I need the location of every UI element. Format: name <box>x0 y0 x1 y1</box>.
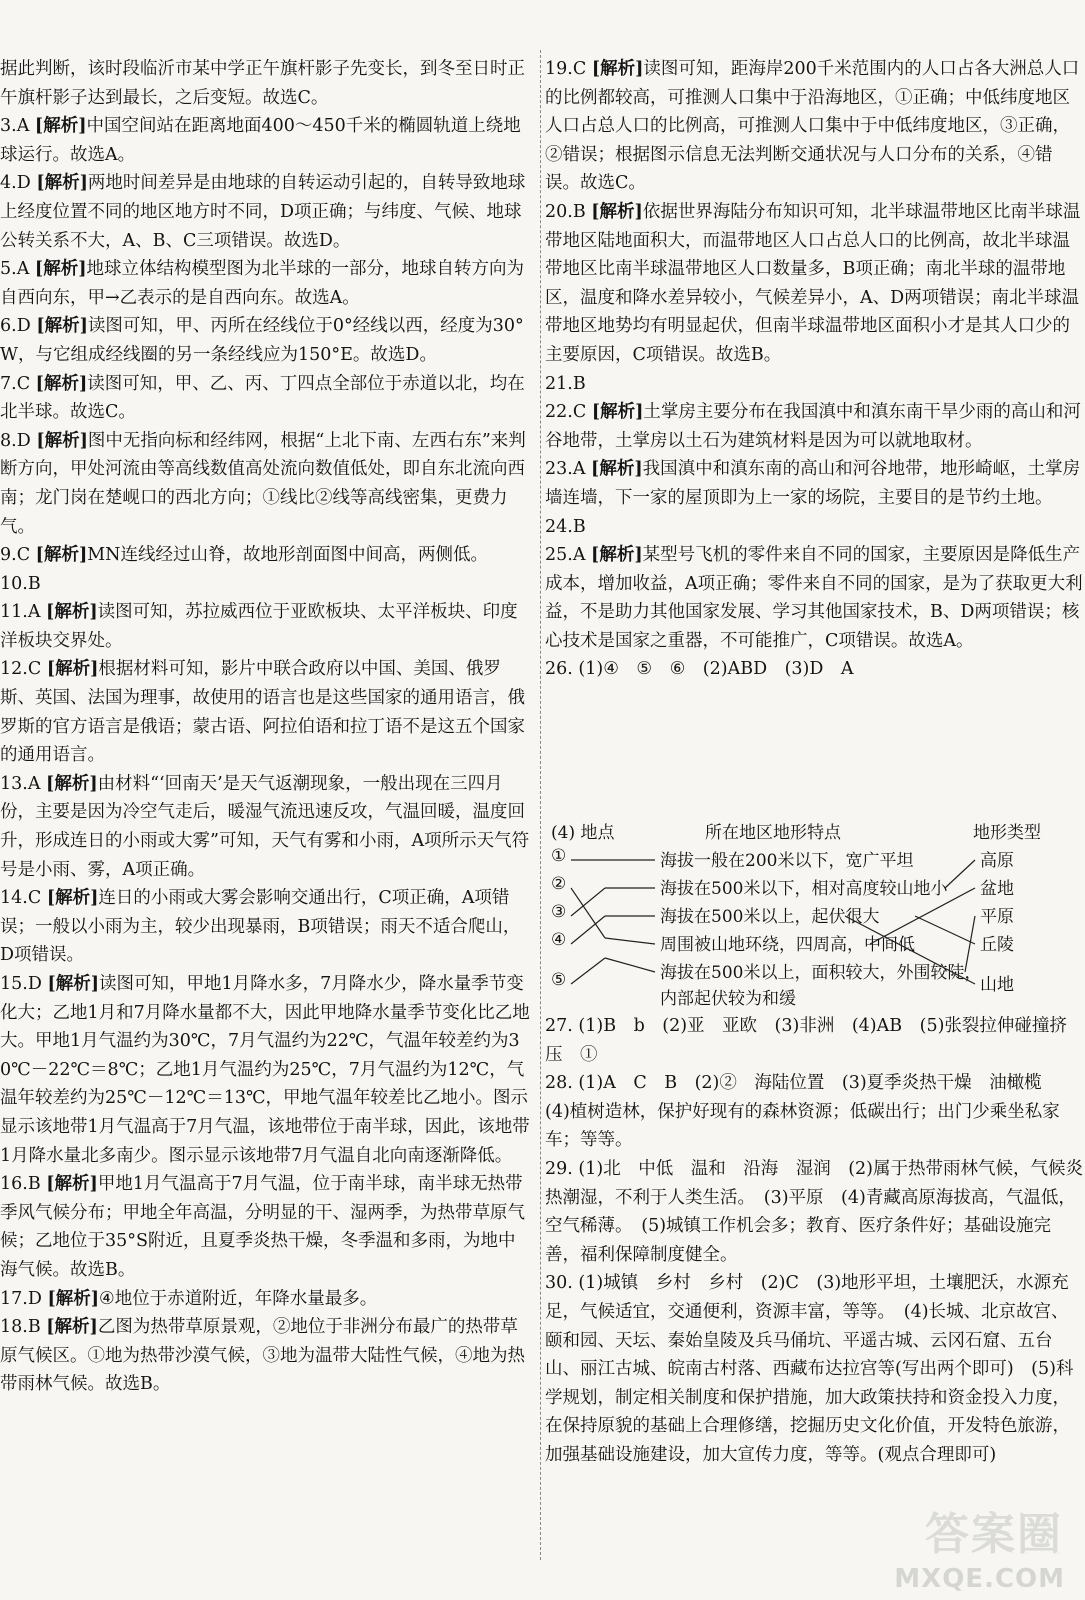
answer-text: 读图可知，甲地1月降水多，7月降水少，降水量季节变化大；乙地1月和7月降水量都不大，因此甲地降水量季节变化比乙地大。甲地1月气温约为30℃，7月气温约为22℃，气温年较差约为30℃－22℃＝8℃；乙地1月气温约为25℃，7月气温约为12℃，气温年较差约为25℃－12℃＝13℃，甲地气温年较差比乙地小。图示显示该地带1月气温高于7月气温，该地带位于南半球，因此，该地带1月降水量北多南少。图示显示该地带7月气温自北向南逐渐降低。 <box>0 974 530 1166</box>
answer-number: 21.B <box>545 373 586 394</box>
matching-label: (4) 地点 <box>551 823 615 843</box>
answer-item <box>0 541 532 570</box>
watermark <box>877 1508 1077 1596</box>
answer-number: 27. <box>545 1016 573 1036</box>
answer-number: 26. <box>545 659 573 680</box>
answer-item <box>0 1170 532 1284</box>
answer-item <box>545 1155 1083 1269</box>
answer-number: 11.A <box>0 602 41 623</box>
answer-number: 19.C <box>545 59 587 79</box>
answer-text: MN连线经过山脊，故地形剖面图中间高，两侧低。 <box>87 545 488 566</box>
column-divider <box>540 50 541 1560</box>
answer-item <box>0 370 532 427</box>
analysis-tag: [解析] <box>591 59 644 79</box>
answer-number: 4.D <box>0 173 31 194</box>
terrain-type: 山地 <box>980 975 1014 995</box>
match-line <box>945 860 975 888</box>
match-line <box>605 938 655 944</box>
matching-header-type: 地形类型 <box>973 823 1041 843</box>
answer-number: 24.B <box>545 516 586 537</box>
answer-number: 8.D <box>0 430 31 451</box>
answer-text: 土掌房主要分布在我国滇中和滇东南干旱少雨的高山和河谷地带，土掌房以土石为建筑材料是因为可以就地取材。 <box>545 402 1081 451</box>
answer-item <box>0 770 532 884</box>
answer-item <box>0 1285 532 1314</box>
answer-number: 23.A <box>545 459 586 480</box>
answer-number: 10.B <box>0 573 41 594</box>
answer-number: 18.B <box>0 1317 41 1338</box>
answer-text: 乙图为热带草原景观，②地位于非洲分布最广的热带草原气候区。①地为热带沙漠气候，③地为温带大陆性气候，④地为热带雨林气候。故选B。 <box>0 1317 525 1395</box>
answer-item <box>0 970 532 1170</box>
left-column <box>0 55 532 1399</box>
terrain-desc: 内部起伏较为和缓 <box>660 989 796 1009</box>
analysis-tag: [解析] <box>46 1174 98 1195</box>
match-line <box>870 888 975 944</box>
answer-text: 读图可知，甲、乙、丙、丁四点全部位于赤道以北，均在北半球。故选C。 <box>0 373 525 423</box>
answer-number: 30. <box>545 1273 573 1294</box>
watermark-logo: 答案圈 <box>925 1509 1063 1560</box>
answer-item <box>0 427 532 541</box>
answer-number: 7.C <box>0 373 31 394</box>
answer-number: 13.A <box>0 773 41 794</box>
place-num: ③ <box>551 902 567 922</box>
match-line <box>845 916 975 984</box>
answer-text: 依据世界海陆分布知识可知，北半球温带地区比南半球温带地区陆地面积大，而温带地区人口占总人口的比例高，故北半球温带地区比南半球温带地区人口数量多，B项正确；南北半球的温带地区，温度和降水差异较小，气候差异小，A、D两项错误；南北半球温带地区地势均有明显起伏，但南半球温带地区面积小才是其人口少的主要原因，C项错误。故选B。 <box>545 201 1081 365</box>
answer-text: 连日的小雨或大雾会影响交通出行，C项正确，A项错误；一般以小雨为主，较少出现暴雨，B项错误；雨天不适合爬山，D项错误。 <box>0 888 521 966</box>
answer-item <box>545 1012 1083 1069</box>
answer-item <box>545 1069 1083 1155</box>
answer-number: 12.C <box>0 659 42 680</box>
answer-item <box>0 55 532 112</box>
answer-item <box>545 198 1083 370</box>
terrain-type: 平原 <box>980 907 1014 927</box>
analysis-tag: [解析] <box>35 373 88 394</box>
answer-item <box>545 55 1083 198</box>
answer-text: 地球立体结构模型图为北半球的一部分，地球自转方向为自西向东，甲→乙表示的是自西向东。故选A。 <box>0 259 524 308</box>
answer-item <box>0 884 532 970</box>
answer-item <box>545 541 1083 655</box>
answer-number: 3.A <box>0 116 30 137</box>
answer-number: 17.D <box>0 1288 42 1309</box>
terrain-desc: 周围被山地环绕，四周高，中间低 <box>660 935 915 955</box>
answer-item <box>0 570 532 599</box>
answer-text: 两地时间差异是由地球的自转运动引起的，自转导致地球上经度位置不同的地区地方时不同，D项正确；与纬度、气候、地球公转关系不大，A、B、C三项错误。故选D。 <box>0 173 526 251</box>
analysis-tag: [解析] <box>47 974 100 994</box>
analysis-tag: [解析] <box>591 402 644 423</box>
matching-header-desc: 所在地区地形特点 <box>705 823 841 843</box>
analysis-tag: [解析] <box>46 888 99 909</box>
answer-text: 中国空间站在距离地面400～450千米的椭圆轨道上绕地球运行。故选A。 <box>0 116 521 165</box>
matching-lines <box>545 818 1083 1018</box>
answer-text: 根据材料可知，影片中联合政府以中国、美国、俄罗斯、英国、法国为理事，故使用的语言也是这些国家的通用语言，俄罗斯的官方语言是俄语；蒙古语、阿拉伯语和拉丁语不是这五个国家的通用语言。 <box>0 659 525 766</box>
answer-text: 据此判断，该时段临沂市某中学正午旗杆影子先变长，到冬至日时正午旗杆影子达到最长，之后变短。故选C。 <box>0 59 525 108</box>
place-num: ④ <box>551 930 567 950</box>
answer-item <box>545 398 1083 455</box>
answer-text: 读图可知，苏拉威西位于亚欧板块、太平洋板块、印度洋板块交界处。 <box>0 602 518 651</box>
analysis-tag: [解析] <box>46 1317 98 1338</box>
answer-text: (1)北 中低 温和 沿海 湿润 (2)属于热带雨林气候，气候炎热潮湿，不利于人类生活。 (3)平原 (4)青藏高原海拔高，气温低，空气稀薄。 (5)城镇工作机会多；教育、医疗条件好；基础设施完善，福利保障制度健全。 <box>545 1158 1083 1265</box>
answer-text: (1)A C B (2)② 海陆位置 (3)夏季炎热干燥 油橄榄 (4)植树造林，保护好现有的森林资源；低碳出行；出门少乘坐私家车；等等。 <box>545 1073 1060 1151</box>
terrain-matching-diagram <box>545 818 1083 1043</box>
analysis-tag: [解析] <box>36 173 88 194</box>
answer-item <box>545 655 1083 684</box>
analysis-tag: [解析] <box>591 201 643 222</box>
answer-number: 28. <box>545 1073 573 1094</box>
answer-item <box>0 312 532 369</box>
watermark-site: MXQE.COM <box>894 1564 1065 1594</box>
answer-text: (1)城镇 乡村 乡村 (2)C (3)地形平坦，土壤肥沃，水源充足，气候适宜，交通便利，资源丰富，等等。 (4)长城、北京故宫、颐和园、天坛、秦始皇陵及兵马俑坑、平遥古城、云冈石窟、五台山、丽江古城、皖南古村落、西藏布达拉宫等(写出两个即可) (5)科学规划，制定相关制度和保护措施，加大政策扶持和资金投入力度，在保持原貌的基础上合理修缮，挖掘历史文化价值，开发特色旅游，加强基础设施建设，加大宣传力度，等等。(观点合理即可) <box>545 1273 1074 1465</box>
analysis-tag: [解析] <box>34 116 87 137</box>
analysis-tag: [解析] <box>46 602 98 623</box>
analysis-tag: [解析] <box>34 259 87 280</box>
answer-text: (1)④ ⑤ ⑥ (2)ABD (3)D A <box>578 659 854 680</box>
terrain-type: 高原 <box>980 851 1014 871</box>
place-num: ⑤ <box>551 970 567 990</box>
place-num: ② <box>551 874 567 894</box>
terrain-type: 丘陵 <box>980 935 1014 955</box>
terrain-desc: 海拔在500米以下，相对高度较山地小 <box>660 879 948 899</box>
match-line <box>965 916 975 972</box>
terrain-type: 盆地 <box>980 879 1014 899</box>
answer-number: 5.A <box>0 259 30 280</box>
answer-text: 读图可知，距海岸200千米范围内的人口占各大洲总人口的比例都较高，可推测人口集中于沿海地区，①正确；中低纬度地区人口占总人口的比例高，可推测人口集中于中低纬度地区，③正确，②错误；根据图示信息无法判断交通状况与人口分布的关系，④错误。故选C。 <box>545 59 1080 194</box>
analysis-tag: [解析] <box>46 659 99 680</box>
match-line <box>571 888 605 916</box>
answer-text: (1)B b (2)亚 亚欧 (3)非洲 (4)AB (5)张裂拉伸碰撞挤压 ① <box>545 1016 1067 1065</box>
analysis-tag: [解析] <box>46 773 98 794</box>
terrain-desc: 海拔一般在200米以下，宽广平坦 <box>660 851 914 871</box>
answer-number: 16.B <box>0 1174 41 1195</box>
answer-text: 我国滇中和滇东南的高山和河谷地带，地形崎岖，土掌房墙连墙，下一家的屋顶即为上一家的场院，主要目的是节约土地。 <box>545 459 1081 508</box>
answer-item <box>545 370 1083 399</box>
analysis-tag: [解析] <box>47 1288 100 1309</box>
answer-number: 29. <box>545 1158 573 1179</box>
match-line <box>605 958 655 972</box>
answer-number: 9.C <box>0 545 31 566</box>
answer-text: 某型号飞机的零件来自不同的国家，主要原因是降低生产成本，增加收益，A项正确；零件来自不同的国家，是为了获取更大利益，不是助力其他国家发展、学习其他国家技术，B、D两项错误；核心技术是国家之重器，不可能推广，C项错误。故选A。 <box>545 545 1083 651</box>
answer-item <box>545 513 1083 542</box>
answer-item <box>0 598 532 655</box>
answer-item <box>0 655 532 769</box>
analysis-tag: [解析] <box>591 545 643 566</box>
terrain-desc: 海拔在500米以上，面积较大，外围较陡， <box>660 963 982 983</box>
answer-item <box>0 169 532 255</box>
answer-text: 读图可知，甲、丙所在经线位于0°经线以西，经度为30°W，与它组成经线圈的另一条经线应为150°E。故选D。 <box>0 316 524 365</box>
answer-item <box>0 1313 532 1399</box>
answer-number: 22.C <box>545 402 587 423</box>
answer-number: 6.D <box>0 316 31 337</box>
answer-item <box>545 1269 1083 1469</box>
answer-text: 由材料“‘回南天’是天气返潮现象，一般出现在三四月份，主要是因为冷空气走后，暖湿气流迅速反攻，气温回暖，温度回升，形成连日的小雨或大雾”可知，天气有雾和小雨，A项所示天气符号是小雨、雾，A项正确。 <box>0 773 530 880</box>
answer-text: ④地位于赤道附近，年降水量最多。 <box>99 1288 378 1309</box>
answer-number: 15.D <box>0 974 42 994</box>
answer-text: 图中无指向标和经纬网，根据“上北下南、左西右东”来判断方向，甲处河流由等高线数值高处流向数值低处，即自东北流向西南；龙门岗在楚岘口的西北方向；①线比②线等高线密集，更费力气。 <box>0 430 526 537</box>
answer-number: 25.A <box>545 545 586 566</box>
answer-item <box>0 255 532 312</box>
answer-number: 14.C <box>0 888 42 909</box>
analysis-tag: [解析] <box>36 430 88 451</box>
answer-item <box>0 112 532 169</box>
right-column-continued <box>545 1012 1083 1470</box>
analysis-tag: [解析] <box>36 316 88 337</box>
match-line <box>915 916 975 944</box>
terrain-desc: 海拔在500米以上，起伏很大 <box>660 907 880 927</box>
place-num: ① <box>551 846 567 866</box>
match-line <box>571 958 605 984</box>
answer-item <box>545 455 1083 512</box>
answer-number: 20.B <box>545 201 586 222</box>
analysis-tag: [解析] <box>35 545 88 566</box>
right-column <box>545 55 1083 684</box>
analysis-tag: [解析] <box>591 459 643 480</box>
answer-text: 甲地1月气温高于7月气温，位于南半球，南半球无热带季风气候分布；甲地全年高温，分明显的干、湿两季，为热带草原气候；乙地位于35°S附近，且夏季炎热干燥，冬季温和多雨，为地中海气候。故选B。 <box>0 1174 525 1280</box>
